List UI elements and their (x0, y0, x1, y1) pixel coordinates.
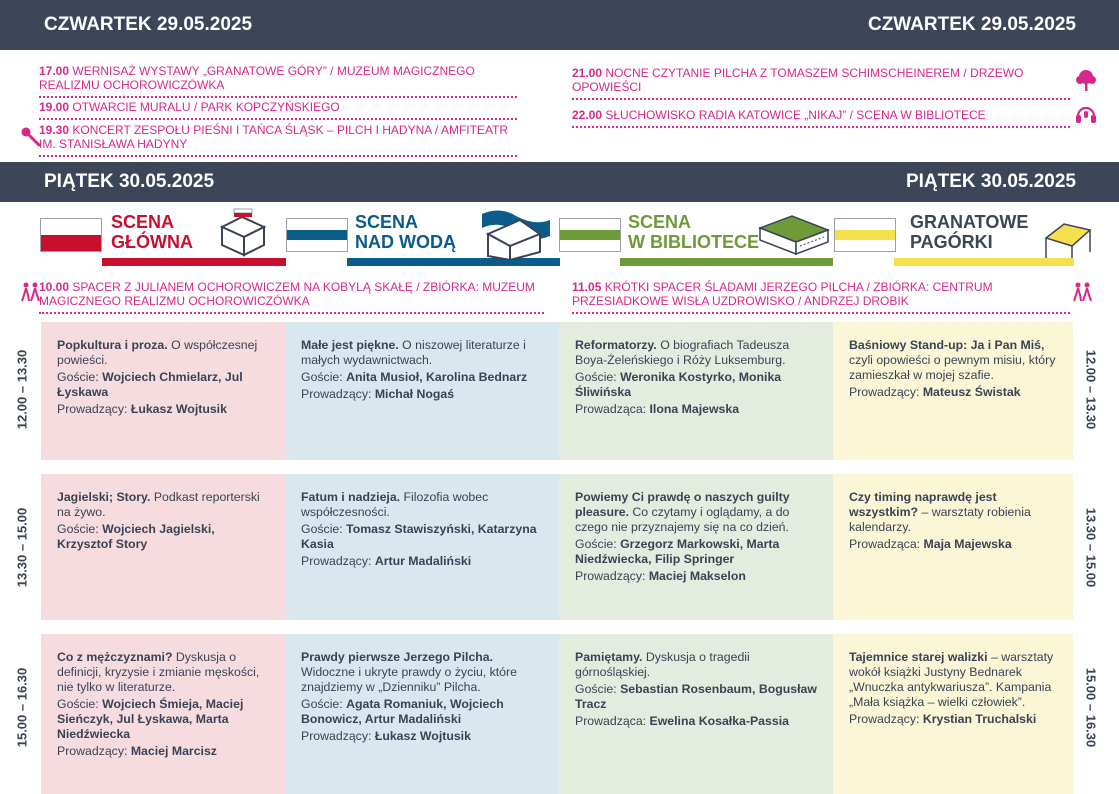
host-label: Prowadzący: (301, 729, 375, 743)
walk-text: SPACER Z JULIANEM OCHOROWICZEM NA KOBYLĄ SKAŁĘ / ZBIÓRKA: MUZEUM MAGICZNEGO REALIZMU OCHOROWICZÓWKA (39, 280, 535, 308)
scene-title-library (628, 212, 759, 252)
guests-label: Goście: (57, 522, 103, 536)
session-cell (285, 322, 559, 460)
session-description: Co czytamy i oglądamy, a do czego nie przyznajemy się na co dzień. (575, 505, 790, 534)
session-title: Jagielski; Story. (57, 490, 151, 504)
session-cell (559, 634, 833, 794)
event-time: 21.00 (572, 66, 603, 80)
scene-underline-main (102, 258, 286, 266)
host-label: Prowadzący: (57, 402, 131, 416)
guests-label: Goście: (301, 697, 347, 711)
session-description: O niszowej literaturze i małych wydawnictwach. (301, 338, 526, 367)
scene-line1: SCENA (111, 212, 175, 232)
walk-text: KRÓTKI SPACER ŚLADAMI JERZEGO PILCHA / ZBIÓRKA: CENTRUM PRZESIADKOWE WISŁA UZDROWISKO / ANDRZEJ DROBIK (572, 280, 993, 308)
main-stage-icon (214, 207, 270, 257)
friday-title-right: PIĄTEK 30.05.2025 (905, 171, 1076, 192)
session-description: Filozofia wobec współczesności. (301, 490, 489, 519)
guests-names: Sebastian Rosenbaum, Bogusław Tracz (575, 682, 817, 711)
session-description: – warsztaty robienia kalendarzy. (849, 505, 1031, 534)
time-slot-label: 15.00 – 16.30 (1083, 667, 1099, 748)
session-description: Dyskusja o tragedii górnośląskiej. (575, 650, 750, 679)
event-text: SŁUCHOWISKO RADIA KATOWICE „NIKAJ” / SCENA W BIBLIOTECE (605, 108, 986, 122)
session-cell (833, 474, 1073, 620)
event-item (572, 66, 1070, 100)
session-description: O współczesnej powieści. (57, 338, 258, 367)
guests-names: Wojciech Jagielski, Krzysztof Story (57, 522, 215, 551)
session-description: czyli opowieści o pewnym misiu, który zamieszkał w mojej szafie. (849, 353, 1056, 382)
scene-line2: NAD WODĄ (355, 232, 456, 252)
host-name: Łukasz Wojtusik (130, 402, 227, 416)
scene-title-hills (910, 212, 1028, 252)
guests-label: Goście: (301, 522, 347, 536)
walk-item (572, 280, 1070, 314)
session-title: Czy timing naprawdę jest wszystkim? (849, 490, 997, 519)
scene-title-water (355, 212, 456, 252)
host-label: Prowadzący: (849, 385, 923, 399)
event-time: 19.30 (39, 123, 70, 137)
session-cell (833, 634, 1073, 794)
time-slot-label: 12.00 – 13.30 (1083, 349, 1099, 430)
session-cell (41, 322, 285, 460)
scene-line1: GRANATOWE (910, 212, 1029, 232)
host-name: Łukasz Wojtusik (374, 729, 471, 743)
time-slot-label: 15.00 – 16.30 (14, 667, 30, 748)
host-label: Prowadzący: (575, 569, 649, 583)
scene-line1: SCENA (355, 212, 419, 232)
host-name: Michał Nogaś (374, 387, 455, 401)
walk-item (39, 280, 544, 314)
session-title: Baśniowy Stand-up: Ja i Pan Miś, (849, 338, 1045, 352)
guests-names: Agata Romaniuk, Wojciech Bonowicz, Artur Madaliński (301, 697, 504, 726)
host-name: Krystian Truchalski (922, 712, 1037, 726)
event-time: 19.00 (39, 100, 70, 114)
friday-header (0, 162, 1119, 202)
session-title: Małe jest piękne. (301, 338, 399, 352)
session-cell (559, 474, 833, 620)
event-item (572, 108, 1070, 128)
guests-label: Goście: (57, 697, 103, 711)
host-name: Maja Majewska (923, 537, 1012, 551)
scene-title-main (111, 212, 193, 252)
guests-label: Goście: (57, 370, 103, 384)
scene-flag-hills (834, 218, 896, 252)
guests-names: Weronika Kostyrko, Monika Śliwińska (575, 370, 782, 399)
tent-icon (1042, 220, 1094, 260)
guests-names: Wojciech Chmielarz, Jul Łyskawa (57, 370, 243, 399)
walking-people-icon (1072, 282, 1094, 302)
host-name: Artur Madaliński (374, 554, 472, 568)
scene-line1: SCENA (628, 212, 692, 232)
session-cell (833, 322, 1073, 460)
thursday-title-right: CZWARTEK 29.05.2025 (867, 14, 1076, 35)
guests-label: Goście: (301, 370, 347, 384)
session-description: Dyskusja o definicji, kryzysie i zmianie męskości, nie tylko w literaturze. (57, 650, 260, 694)
scene-flag-water (286, 218, 348, 252)
host-label: Prowadząca: (849, 537, 924, 551)
scene-flag-library (559, 218, 621, 252)
session-title: Prawdy pierwsze Jerzego Pilcha. (301, 650, 494, 664)
event-item (39, 123, 517, 157)
walking-people-icon (20, 282, 42, 302)
walk-time: 10.00 (39, 280, 70, 294)
session-title: Powiemy Ci prawdę o naszych guilty pleasure. (575, 490, 790, 519)
host-name: Mateusz Świstak (922, 385, 1021, 399)
thursday-title-left: CZWARTEK 29.05.2025 (44, 14, 253, 35)
session-description: O biografiach Tadeusza Boya-Żeleńskiego i Róży Luksemburg. (575, 338, 790, 367)
event-text: KONCERT ZESPOŁU PIEŚNI I TAŃCA ŚLĄSK – PILCH I HADYNA / AMFITEATR IM. STANISŁAWA HADYNY (39, 123, 509, 151)
scene-underline-library (620, 258, 833, 266)
session-description: – warsztaty wokół książki Justyny Bednarek „Wnuczka antykwariusza”. Kampania „Mała książka – wielki człowiek”. (849, 650, 1054, 709)
scene-line2: PAGÓRKI (910, 232, 993, 252)
tree-icon (1074, 68, 1098, 92)
scene-line2: GŁÓWNA (111, 232, 193, 252)
session-cell (41, 634, 285, 794)
time-slot-label: 12.00 – 13.30 (14, 349, 30, 430)
host-label: Prowadzący: (301, 387, 375, 401)
host-name: Maciej Marcisz (130, 744, 217, 758)
time-slot-label: 13.30 – 15.00 (1083, 507, 1099, 588)
session-description: Widoczne i ukryte prawdy o życiu, które znajdziemy w „Dzienniku” Pilcha. (301, 665, 517, 694)
event-item (39, 100, 517, 120)
guests-names: Anita Musioł, Karolina Bednarz (346, 370, 528, 384)
host-label: Prowadząca: (575, 402, 650, 416)
headphones-icon (1074, 102, 1098, 126)
host-name: Ilona Majewska (649, 402, 740, 416)
guests-names: Wojciech Śmieja, Maciej Sieńczyk, Jul Łyskawa, Marta Niedźwiecka (57, 697, 244, 741)
guests-label: Goście: (575, 682, 621, 696)
session-cell (285, 474, 559, 620)
scene-line2: W BIBLIOTECE (628, 232, 759, 252)
session-cell (559, 322, 833, 460)
session-title: Reformatorzy. (575, 338, 657, 352)
host-label: Prowadzący: (301, 554, 375, 568)
host-name: Maciej Makselon (648, 569, 746, 583)
event-text: WERNISAŻ WYSTAWY „GRANATOWE GÓRY” / MUZEUM MAGICZNEGO REALIZMU OCHOROWICZÓWKA (39, 64, 475, 92)
guests-names: Tomasz Stawiszyński, Katarzyna Kasia (301, 522, 537, 551)
thursday-header (0, 0, 1119, 50)
event-time: 22.00 (572, 108, 603, 122)
library-stage-icon (758, 214, 830, 256)
friday-title-left: PIĄTEK 30.05.2025 (44, 171, 215, 192)
session-title: Popkultura i proza. (57, 338, 168, 352)
session-title: Co z mężczyznami? (57, 650, 173, 664)
time-slot-label: 13.30 – 15.00 (14, 507, 30, 588)
walk-time: 11.05 (572, 280, 602, 294)
session-description: Podkast reporterski na żywo. (57, 490, 260, 519)
session-title: Tajemnice starej walizki (849, 650, 988, 664)
guests-names: Grzegorz Markowski, Marta Niedźwiecka, Filip Springer (575, 537, 780, 566)
event-item (39, 64, 517, 98)
microphone-icon (20, 126, 42, 148)
host-label: Prowadząca: (575, 714, 650, 728)
scene-flag-main (40, 218, 102, 252)
guests-label: Goście: (575, 370, 621, 384)
host-label: Prowadzący: (849, 712, 923, 726)
session-title: Pamiętamy. (575, 650, 643, 664)
host-name: Ewelina Kosałka-Passia (649, 714, 789, 728)
session-cell (41, 474, 285, 620)
session-title: Fatum i nadzieja. (301, 490, 401, 504)
event-text: OTWARCIE MURALU / PARK KOPCZYŃSKIEGO (72, 100, 340, 114)
session-cell (285, 634, 559, 794)
guests-label: Goście: (575, 537, 621, 551)
water-stage-icon (480, 206, 552, 260)
host-label: Prowadzący: (57, 744, 131, 758)
event-text: NOCNE CZYTANIE PILCHA Z TOMASZEM SCHIMSCHEINEREM / DRZEWO OPOWIEŚCI (572, 66, 1024, 94)
event-time: 17.00 (39, 64, 70, 78)
